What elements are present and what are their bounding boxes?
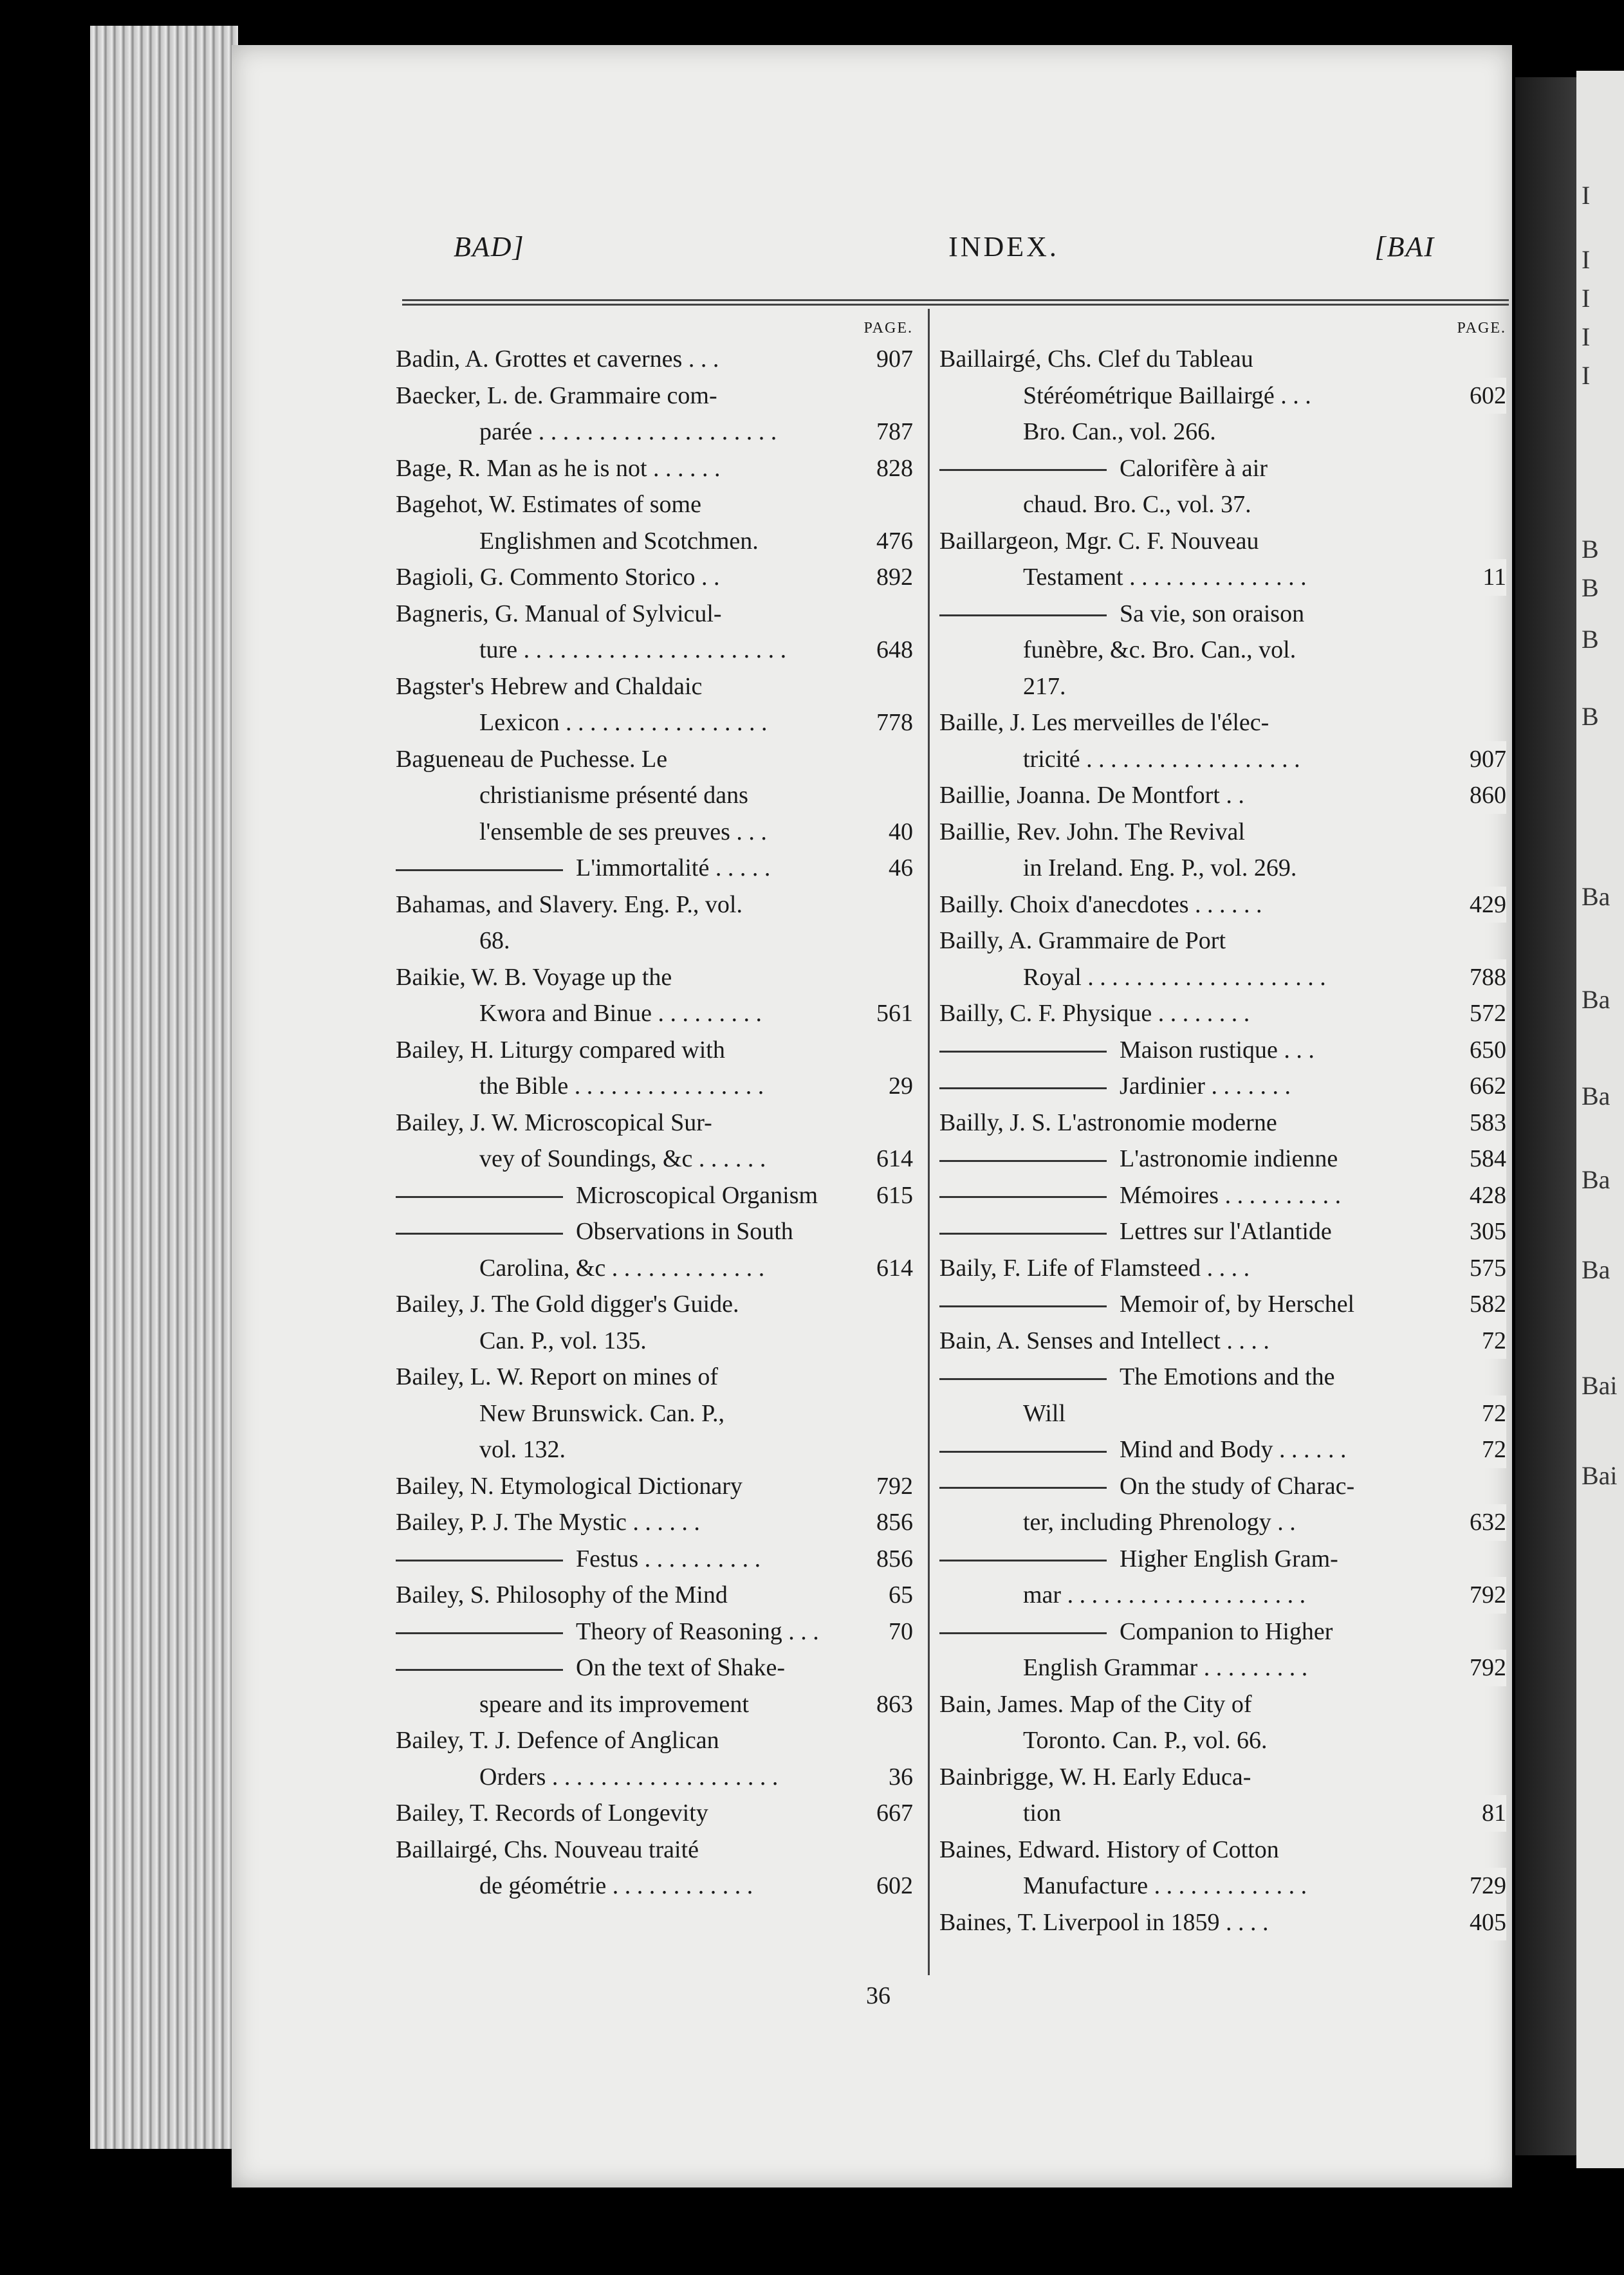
- page-ref: 29: [883, 1068, 913, 1105]
- ditto-dash: [396, 1632, 563, 1634]
- adjacent-page-letter: Ba: [1582, 882, 1610, 911]
- index-entry: [396, 887, 916, 959]
- entry-text: Memoir of, by Herschel: [1120, 1291, 1355, 1318]
- page-ref: 305: [1464, 1213, 1506, 1250]
- entry-text: Bro. Can., vol. 266.: [1023, 418, 1216, 445]
- index-entry: [939, 1250, 1509, 1287]
- entry-text: Baillie, Joanna. De Montfort . .: [939, 782, 1244, 809]
- index-entry: [396, 559, 916, 596]
- entry-text: Bailey, L. W. Report on mines of: [396, 1363, 718, 1390]
- entry-text: Bailly, A. Grammaire de Port: [939, 927, 1226, 954]
- entry-text: Bagehot, W. Estimates of some: [396, 491, 701, 518]
- entry-text: de géométrie . . . . . . . . . . . .: [479, 1872, 753, 1899]
- index-entry: [939, 1177, 1509, 1214]
- entry-text: Bailly, C. F. Physique . . . . . . . .: [939, 1000, 1250, 1027]
- index-entry: [939, 995, 1509, 1032]
- page-ref: 36: [883, 1759, 913, 1796]
- header-title: INDEX.: [948, 231, 1059, 262]
- entry-text: Bailey, J. The Gold digger's Guide.: [396, 1291, 739, 1318]
- page-ref: 856: [871, 1541, 913, 1578]
- page-number: 36: [866, 1982, 890, 2009]
- page-ref: 575: [1464, 1250, 1506, 1287]
- page-ref: 583: [1464, 1105, 1506, 1141]
- index-entry: [396, 341, 916, 378]
- adjacent-page-letter: Ba: [1582, 985, 1610, 1014]
- index-entry: [939, 596, 1509, 705]
- page-ref: 561: [871, 995, 913, 1032]
- entry-text: Microscopical Organism: [576, 1181, 818, 1209]
- index-column-right: [939, 315, 1509, 1940]
- page-ref: 650: [1464, 1032, 1506, 1069]
- entry-text: Badin, A. Grottes et cavernes . . .: [396, 345, 719, 373]
- index-entry: [396, 1213, 916, 1286]
- page-ref: 892: [871, 559, 913, 596]
- entry-text: Stéréométrique Baillairgé . . .: [1023, 382, 1311, 409]
- entry-text: chaud. Bro. C., vol. 37.: [1023, 491, 1251, 518]
- ditto-dash: [939, 1196, 1107, 1198]
- entry-text: Jardinier . . . . . . .: [1120, 1073, 1291, 1100]
- adjacent-page-edge: [1576, 71, 1624, 2168]
- entry-text: Can. P., vol. 135.: [479, 1327, 647, 1354]
- entry-text: Mind and Body . . . . . .: [1120, 1436, 1347, 1463]
- page-ref: 72: [1477, 1432, 1506, 1468]
- entry-text: Maison rustique . . .: [1120, 1036, 1315, 1064]
- entry-text: Lettres sur l'Atlantide: [1120, 1218, 1332, 1245]
- page-column-label: PAGE.: [1457, 320, 1506, 336]
- ditto-dash: [939, 469, 1107, 471]
- index-entry: [939, 1832, 1509, 1904]
- page-ref: 856: [871, 1504, 913, 1541]
- adjacent-page-letter: B: [1582, 573, 1599, 602]
- page-ref: 615: [871, 1177, 913, 1214]
- entry-text: Sa vie, son oraison: [1120, 600, 1305, 627]
- index-entry: [396, 741, 916, 851]
- entry-text: Baillairgé, Chs. Clef du Tableau: [939, 345, 1253, 373]
- adjacent-page-letter: Bai: [1582, 1461, 1618, 1490]
- entry-text: vol. 132.: [479, 1436, 566, 1463]
- entry-text: The Emotions and the: [1120, 1363, 1335, 1390]
- column-divider: [928, 309, 930, 1975]
- entry-text: Orders . . . . . . . . . . . . . . . . . . .: [479, 1763, 779, 1791]
- ditto-dash: [939, 1160, 1107, 1162]
- ditto-dash: [939, 1632, 1107, 1634]
- index-entry: [396, 1177, 916, 1214]
- page-ref: 405: [1464, 1904, 1506, 1941]
- page-ref: 582: [1464, 1286, 1506, 1323]
- page-ref: 72: [1477, 1395, 1506, 1432]
- index-entry: [396, 1032, 916, 1105]
- page-ref: 860: [1464, 777, 1506, 814]
- index-entry: [396, 1286, 916, 1359]
- entry-text: christianisme présenté dans: [479, 782, 748, 809]
- entry-text: tion: [1023, 1800, 1062, 1827]
- adjacent-page-letter: B: [1582, 535, 1599, 564]
- index-entry: [939, 1904, 1509, 1941]
- entry-text: Mémoires . . . . . . . . . .: [1120, 1181, 1342, 1209]
- page-ref: 70: [883, 1614, 913, 1650]
- ditto-dash: [396, 1560, 563, 1561]
- running-header: [232, 230, 1512, 269]
- index-entry: [396, 1359, 916, 1468]
- entry-text: Bailly, J. S. L'astronomie moderne: [939, 1109, 1277, 1136]
- index-entry: [939, 450, 1509, 523]
- index-entry: [939, 1359, 1509, 1432]
- index-entry: [396, 1105, 916, 1177]
- entry-text: Bailly. Choix d'anecdotes . . . . . .: [939, 890, 1262, 918]
- entry-text: L'astronomie indienne: [1120, 1145, 1338, 1172]
- entry-text: Baikie, W. B. Voyage up the: [396, 963, 672, 991]
- entry-text: Theory of Reasoning . . .: [576, 1617, 819, 1645]
- entry-text: Will: [1023, 1399, 1066, 1427]
- index-entry: [396, 1468, 916, 1505]
- header-rule-double: [402, 304, 1509, 306]
- page-ref: 572: [1464, 995, 1506, 1032]
- entry-text: the Bible . . . . . . . . . . . . . . . .: [479, 1073, 764, 1100]
- entry-text: Englishmen and Scotchmen.: [479, 527, 759, 555]
- entry-text: Toronto. Can. P., vol. 66.: [1023, 1727, 1268, 1754]
- entry-text: Baines, Edward. History of Cotton: [939, 1836, 1279, 1863]
- entry-text: Observations in South: [576, 1218, 793, 1245]
- adjacent-page-letter: I: [1582, 361, 1591, 390]
- ditto-dash: [396, 1233, 563, 1235]
- entry-text: New Brunswick. Can. P.,: [479, 1399, 725, 1427]
- entry-text: Calorifère à air: [1120, 454, 1268, 482]
- index-entry: [939, 1541, 1509, 1614]
- page-ref: 584: [1464, 1141, 1506, 1177]
- adjacent-page-letter: Bai: [1582, 1371, 1618, 1400]
- index-entry: [939, 777, 1509, 814]
- entry-text: Bailey, J. W. Microscopical Sur-: [396, 1109, 712, 1136]
- entry-text: Testament . . . . . . . . . . . . . . .: [1023, 564, 1307, 591]
- index-entry: [396, 596, 916, 668]
- entry-text: Bagneris, G. Manual of Sylvicul-: [396, 600, 722, 627]
- entry-text: Bailey, N. Etymological Dictionary: [396, 1472, 743, 1500]
- adjacent-page-letter: Ba: [1582, 1165, 1610, 1194]
- ditto-dash: [396, 1669, 563, 1671]
- adjacent-page-letter: I: [1582, 245, 1591, 274]
- entry-text: Bahamas, and Slavery. Eng. P., vol.: [396, 890, 743, 918]
- page-ref: 667: [871, 1795, 913, 1832]
- page-ref: 792: [871, 1468, 913, 1505]
- ditto-dash: [396, 1196, 563, 1198]
- adjacent-page-letter: I: [1582, 322, 1591, 351]
- index-page: [232, 45, 1512, 2188]
- page-ref: 428: [1464, 1177, 1506, 1214]
- ditto-dash: [939, 1051, 1107, 1053]
- index-entry: [939, 1068, 1509, 1105]
- entry-text: Bailey, H. Liturgy compared with: [396, 1036, 725, 1064]
- header-left-guide: BAD]: [454, 231, 525, 262]
- index-entry: [939, 814, 1509, 887]
- ditto-dash: [939, 1451, 1107, 1453]
- page-ref: 662: [1464, 1068, 1506, 1105]
- page-ref: 907: [871, 341, 913, 378]
- entry-text: funèbre, &c. Bro. Can., vol.: [1023, 636, 1296, 663]
- adjacent-page-letter: B: [1582, 625, 1599, 654]
- index-entry: [939, 923, 1509, 995]
- index-entry: [396, 1504, 916, 1541]
- index-entry: [939, 1614, 1509, 1686]
- index-entry: [396, 1577, 916, 1614]
- ditto-dash: [939, 1378, 1107, 1380]
- ditto-dash: [939, 1233, 1107, 1235]
- index-entry: [939, 705, 1509, 777]
- page-ref: 476: [871, 523, 913, 560]
- page-ref: 65: [883, 1577, 913, 1614]
- entry-text: On the text of Shake-: [576, 1654, 786, 1681]
- page-ref: 602: [1464, 378, 1506, 414]
- adjacent-page-letter: Ba: [1582, 1082, 1610, 1110]
- ditto-dash: [396, 869, 563, 871]
- entry-text: Bailey, S. Philosophy of the Mind: [396, 1581, 728, 1608]
- page-ref: 614: [871, 1250, 913, 1287]
- entry-text: Bailey, T. J. Defence of Anglican: [396, 1727, 719, 1754]
- index-entry: [396, 850, 916, 887]
- entry-text: Kwora and Binue . . . . . . . . .: [479, 1000, 762, 1027]
- entry-text: 217.: [1023, 672, 1066, 700]
- entry-text: Baillargeon, Mgr. C. F. Nouveau: [939, 527, 1259, 555]
- page-ref: 792: [1464, 1650, 1506, 1686]
- entry-text: Companion to Higher: [1120, 1617, 1333, 1645]
- index-column-left: [396, 315, 916, 1904]
- entry-text: l'ensemble de ses preuves . . .: [479, 818, 767, 845]
- entry-text: Baines, T. Liverpool in 1859 . . . .: [939, 1908, 1269, 1936]
- entry-text: Bagioli, G. Commento Storico . .: [396, 564, 720, 591]
- index-entry: [939, 1323, 1509, 1359]
- index-entry: [939, 1286, 1509, 1323]
- entry-text: Bailey, P. J. The Mystic . . . . . .: [396, 1509, 700, 1536]
- entry-text: Bain, James. Map of the City of: [939, 1690, 1252, 1718]
- ditto-dash: [939, 1560, 1107, 1561]
- page-ref: 863: [871, 1686, 913, 1723]
- page-ref: 729: [1464, 1868, 1506, 1904]
- entry-text: Carolina, &c . . . . . . . . . . . . .: [479, 1254, 765, 1282]
- entry-text: tricité . . . . . . . . . . . . . . . . . .: [1023, 745, 1300, 773]
- entry-text: Bage, R. Man as he is not . . . . . .: [396, 454, 721, 482]
- adjacent-page-letter: I: [1582, 181, 1591, 210]
- entry-text: Baillie, Rev. John. The Revival: [939, 818, 1245, 845]
- ditto-dash: [939, 614, 1107, 616]
- entry-text: English Grammar . . . . . . . . .: [1023, 1654, 1308, 1681]
- header-right-guide: [BAI: [1374, 231, 1435, 262]
- page-column-label: PAGE.: [863, 320, 913, 336]
- index-entry: [396, 1650, 916, 1722]
- page-ref: 81: [1477, 1795, 1506, 1832]
- entry-text: ture . . . . . . . . . . . . . . . . . . . . . .: [479, 636, 787, 663]
- index-entry: [396, 1722, 916, 1795]
- index-entry: [939, 1432, 1509, 1468]
- entry-text: Baily, F. Life of Flamsteed . . . .: [939, 1254, 1250, 1282]
- entry-text: Baillairgé, Chs. Nouveau traité: [396, 1836, 699, 1863]
- entry-text: Royal . . . . . . . . . . . . . . . . . . . .: [1023, 963, 1326, 991]
- entry-text: speare and its improvement: [479, 1690, 749, 1718]
- header-rule: [402, 299, 1509, 301]
- page-ref: 828: [871, 450, 913, 487]
- entry-text: On the study of Charac-: [1120, 1472, 1355, 1500]
- entry-text: Baille, J. Les merveilles de l'élec-: [939, 709, 1269, 736]
- entry-text: L'immortalité . . . . .: [576, 854, 771, 881]
- index-entry: [396, 486, 916, 559]
- entry-text: Festus . . . . . . . . . .: [576, 1545, 761, 1572]
- index-entry: [396, 1614, 916, 1650]
- book-spine: [90, 26, 238, 2149]
- entry-text: vey of Soundings, &c . . . . . .: [479, 1145, 766, 1172]
- entry-text: mar . . . . . . . . . . . . . . . . . . . .: [1023, 1581, 1306, 1608]
- page-gutter-shadow: [1515, 77, 1580, 2155]
- page-ref: 602: [871, 1868, 913, 1904]
- entry-text: 68.: [479, 927, 510, 954]
- index-entry: [939, 1032, 1509, 1069]
- entry-text: Bagster's Hebrew and Chaldaic: [396, 672, 703, 700]
- entry-text: Bainbrigge, W. H. Early Educa-: [939, 1763, 1251, 1791]
- entry-text: Bailey, T. Records of Longevity: [396, 1800, 708, 1827]
- entry-text: in Ireland. Eng. P., vol. 269.: [1023, 854, 1297, 881]
- index-entry: [396, 959, 916, 1032]
- page-ref: 632: [1464, 1504, 1506, 1541]
- index-entry: [396, 668, 916, 741]
- page-ref: 11: [1477, 559, 1506, 596]
- entry-text: Higher English Gram-: [1120, 1545, 1338, 1572]
- entry-text: Bagueneau de Puchesse. Le: [396, 745, 668, 773]
- ditto-dash: [939, 1487, 1107, 1489]
- page-ref: 614: [871, 1141, 913, 1177]
- index-entry: [396, 450, 916, 487]
- entry-text: parée . . . . . . . . . . . . . . . . . . . .: [479, 418, 777, 445]
- adjacent-page-letter: Ba: [1582, 1255, 1610, 1284]
- page-ref: 788: [1464, 959, 1506, 996]
- ditto-dash: [939, 1305, 1107, 1307]
- index-entry: [396, 1832, 916, 1904]
- index-entry: [939, 341, 1509, 450]
- index-entry: [939, 1105, 1509, 1141]
- ditto-dash: [939, 1087, 1107, 1089]
- index-entry: [939, 523, 1509, 596]
- page-ref: 648: [871, 632, 913, 668]
- index-entry: [939, 1213, 1509, 1250]
- index-entry: [939, 1141, 1509, 1177]
- page-ref: 792: [1464, 1577, 1506, 1614]
- page-ref: 46: [883, 850, 913, 887]
- index-entry: [939, 887, 1509, 923]
- index-entry: [939, 1468, 1509, 1541]
- index-entry: [396, 378, 916, 450]
- page-ref: 40: [883, 814, 913, 851]
- index-entry: [396, 1541, 916, 1578]
- page-ref: 907: [1464, 741, 1506, 778]
- entry-text: Lexicon . . . . . . . . . . . . . . . . .: [479, 709, 768, 736]
- index-entry: [939, 1686, 1509, 1759]
- entry-text: Bain, A. Senses and Intellect . . . .: [939, 1327, 1269, 1354]
- index-entry: [939, 1759, 1509, 1832]
- page-ref: 72: [1477, 1323, 1506, 1359]
- entry-text: ter, including Phrenology . .: [1023, 1509, 1296, 1536]
- adjacent-page-letter: B: [1582, 702, 1599, 731]
- index-entry: [396, 1795, 916, 1832]
- entry-text: Baecker, L. de. Grammaire com-: [396, 382, 717, 409]
- page-ref: 429: [1464, 887, 1506, 923]
- page-ref: 787: [871, 414, 913, 450]
- page-ref: 778: [871, 705, 913, 741]
- adjacent-page-letter: I: [1582, 284, 1591, 313]
- entry-text: Manufacture . . . . . . . . . . . . .: [1023, 1872, 1307, 1899]
